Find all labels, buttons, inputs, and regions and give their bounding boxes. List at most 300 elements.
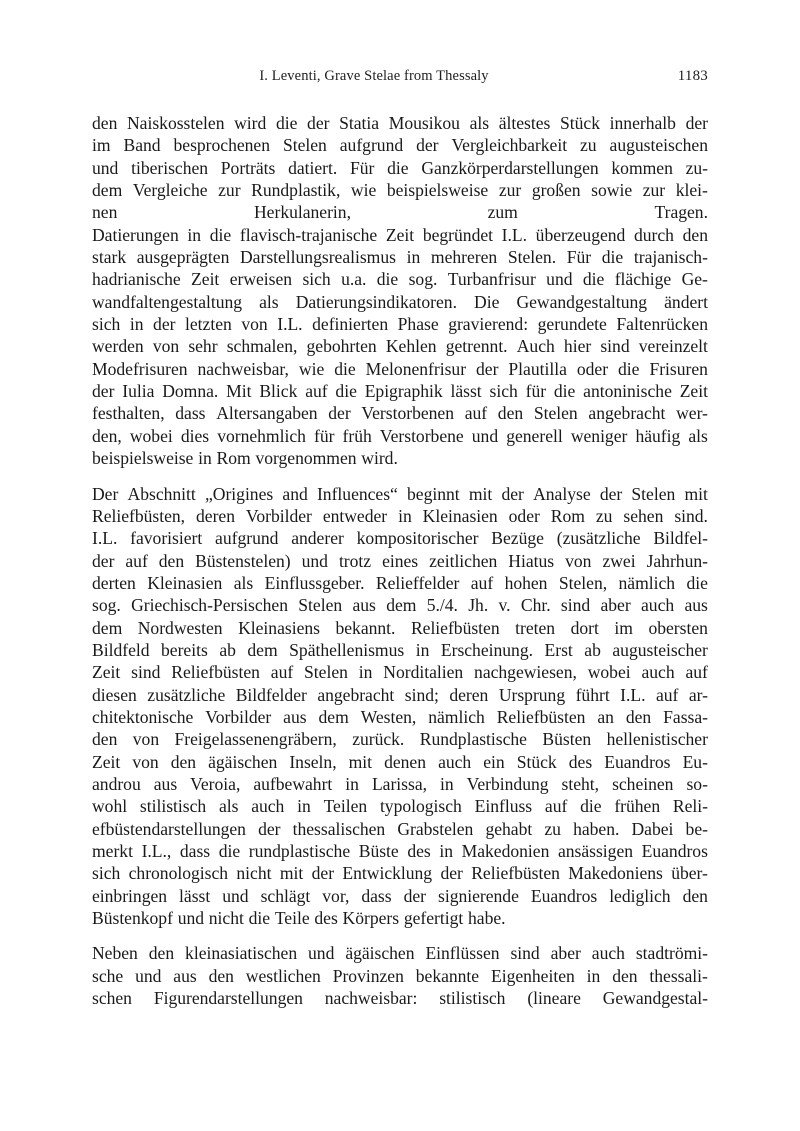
word: der: [153, 314, 176, 335]
word: Dabei: [631, 818, 674, 839]
word: den: [682, 224, 708, 245]
word: (zusätzliche: [556, 528, 641, 549]
word: sich: [92, 314, 121, 335]
paragraph: [92, 942, 708, 1009]
word: hellenistischer: [606, 729, 708, 750]
word: Porträts: [220, 157, 276, 178]
text-line: [92, 291, 708, 313]
word: wird: [234, 113, 267, 133]
word: Abschnitt: [127, 483, 196, 504]
word: der: [501, 483, 524, 504]
word: zu: [544, 818, 561, 839]
word: den: [625, 706, 652, 727]
word: die: [335, 381, 357, 402]
word: sehr: [188, 336, 218, 357]
word: beispielsweise: [386, 180, 489, 201]
word: frühen: [614, 796, 661, 817]
word: auf: [655, 684, 679, 705]
word: den: [148, 943, 175, 964]
word: and: [282, 483, 308, 504]
word: beginnt: [407, 483, 460, 504]
text-line: [92, 505, 708, 527]
word: den: [158, 550, 185, 571]
word: rundplastische: [248, 841, 351, 861]
word: auf: [470, 572, 494, 593]
word: in: [297, 796, 311, 817]
word: gerundete: [537, 314, 607, 335]
word: aus: [684, 595, 708, 616]
word: die: [686, 572, 708, 593]
word: zum: [487, 202, 518, 223]
text-line: [92, 617, 708, 639]
word: hadrianische: [92, 269, 181, 290]
word: auf: [305, 381, 328, 402]
word: datiert.: [288, 157, 338, 178]
word: von: [132, 729, 160, 750]
word: des: [568, 751, 593, 772]
word: der: [476, 358, 499, 379]
text-line: [92, 246, 708, 268]
word: Makedoniens: [568, 863, 663, 884]
word: kommen: [611, 157, 673, 178]
word: besprochenen: [173, 135, 270, 156]
word: Vergleichbarkeit: [451, 135, 568, 156]
word: Frisuren: [649, 358, 708, 379]
word: Influences“: [316, 483, 398, 504]
word: Bildfeld: [92, 639, 150, 660]
word: Reliefbüsten,: [92, 505, 186, 526]
word: auf: [685, 662, 708, 683]
word: überzeugend: [535, 224, 626, 245]
word: Veroia,: [190, 773, 241, 794]
word: Für: [566, 247, 592, 268]
word: kleinasiatischen: [185, 943, 298, 964]
word: Altersangaben: [216, 403, 318, 424]
word: Vorbilder: [205, 706, 272, 727]
word: Teile: [274, 908, 310, 929]
text-line: [92, 335, 708, 357]
word: „Origines: [204, 483, 274, 504]
word: der: [258, 818, 281, 839]
word: Freigelassenengräbern,: [174, 729, 337, 750]
word: als: [259, 291, 279, 312]
word: die: [580, 796, 602, 817]
word: Zeit: [92, 662, 121, 683]
word: sind;: [404, 684, 439, 705]
word: kompositorischer: [356, 528, 479, 549]
text-line: [92, 639, 708, 661]
word: merkt: [92, 841, 133, 861]
text-line: [92, 313, 708, 335]
word: auf: [544, 796, 568, 817]
word: in: [406, 247, 421, 268]
word: lässt: [450, 381, 482, 402]
word: die: [248, 908, 271, 929]
word: dass: [361, 885, 392, 906]
word: Einfluss: [474, 796, 533, 817]
word: Körpers: [342, 908, 400, 929]
word: vereinzelt: [638, 336, 708, 357]
word: sind.: [674, 505, 708, 526]
word: augusteischen: [609, 135, 708, 156]
word: stark: [92, 247, 127, 268]
word: Statia: [339, 113, 380, 133]
text-line: [92, 885, 708, 907]
word: Reli-: [672, 796, 708, 817]
word: großen: [531, 180, 581, 201]
word: Neben: [92, 943, 138, 964]
word: Ursprung: [498, 684, 566, 705]
word: Domna.: [162, 381, 219, 402]
word: mit: [468, 483, 493, 504]
word: ab: [219, 639, 236, 660]
word: gehabt: [485, 818, 533, 839]
word: zurück.: [352, 729, 405, 750]
word: der: [403, 885, 426, 906]
word: erweisen: [229, 269, 293, 290]
word: von: [132, 751, 159, 772]
word: Erst: [544, 639, 573, 660]
word: nicht: [236, 863, 272, 884]
word: dass: [175, 403, 206, 424]
word: sich: [92, 863, 121, 884]
word: als: [469, 113, 490, 133]
word: Einflüssen: [425, 943, 500, 964]
word: den: [612, 965, 638, 986]
word: Gewandgestaltung: [516, 291, 648, 312]
word: Büsten: [542, 729, 592, 750]
word: auch: [438, 751, 472, 772]
running-head: [92, 68, 708, 90]
word: Modefrisuren: [92, 358, 188, 379]
text-line: [92, 224, 708, 246]
word: den: [208, 965, 234, 986]
word: Jh.: [468, 595, 489, 616]
word: dem: [386, 595, 417, 616]
text-line: [92, 425, 708, 447]
word: dem: [92, 180, 123, 201]
word: deren: [449, 684, 489, 705]
word: Entwicklung: [342, 863, 433, 884]
word: definierten: [312, 314, 389, 335]
word: des: [314, 908, 338, 929]
word: durch: [634, 224, 674, 245]
word: Vergleiche: [132, 180, 208, 201]
word: augusteischer: [612, 639, 708, 660]
word: steht,: [561, 773, 600, 794]
word: innerhalb: [609, 113, 676, 133]
word: ab: [584, 639, 601, 660]
word: zu: [580, 135, 597, 156]
word: Zeit: [191, 269, 220, 290]
word: stilistisch: [139, 796, 207, 817]
word: sehen: [623, 505, 664, 526]
word: sog.: [408, 269, 438, 290]
word: der: [440, 863, 463, 884]
word: Für: [350, 157, 375, 178]
word: flächige: [614, 269, 672, 290]
word: in: [398, 505, 412, 526]
word: vorgenommen: [255, 448, 357, 469]
word: Norditalien: [383, 662, 464, 683]
text-line: [92, 684, 708, 706]
word: nachweisbar,: [197, 358, 289, 379]
paragraph: [92, 483, 708, 930]
word: sich: [489, 381, 518, 402]
word: Herkulanerin,: [254, 202, 351, 223]
text-line: [92, 751, 708, 773]
word: lediglich: [609, 885, 671, 906]
word: Figurendarstellungen: [153, 988, 303, 1009]
word: Datierungsindikatoren.: [295, 291, 457, 312]
word: Fassa-: [663, 706, 708, 727]
word: der: [92, 550, 115, 571]
word: I.L.: [277, 314, 303, 335]
word: Büstenstelen): [195, 550, 291, 571]
word: Datierungen: [92, 224, 179, 245]
word: den: [497, 403, 524, 424]
word: stilistisch: [439, 988, 506, 1009]
word: mehreren: [430, 247, 498, 268]
word: chronologisch: [128, 863, 229, 884]
word: in: [586, 965, 601, 986]
word: über-: [671, 863, 708, 884]
word: nen: [92, 202, 118, 223]
word: be-: [685, 818, 708, 839]
word: aufbewahrt: [253, 773, 333, 794]
word: nachweisbar:: [324, 988, 418, 1009]
word: generell: [506, 425, 563, 446]
word: die: [553, 381, 576, 402]
word: dem: [318, 706, 349, 727]
word: Relieffelder: [375, 572, 460, 593]
word: und: [308, 943, 335, 964]
text-line: [92, 661, 708, 683]
word: die: [218, 841, 241, 861]
word: in: [439, 841, 453, 861]
word: Faltenrücken: [616, 314, 708, 335]
text-line: [92, 987, 708, 1009]
word: Band: [123, 135, 161, 156]
word: Provinzen: [332, 965, 404, 986]
word: wie: [350, 180, 377, 201]
text-line: [92, 862, 708, 884]
word: Reliefbüsten: [410, 617, 500, 638]
text-line: [92, 594, 708, 616]
word: Phase: [397, 314, 439, 335]
word: und: [301, 550, 328, 571]
word: Hiatus: [508, 550, 555, 571]
word: die: [209, 224, 232, 245]
word: zur: [498, 180, 522, 201]
word: Einflussgeber.: [264, 572, 365, 593]
word: schmalen,: [226, 336, 298, 357]
word: Stelen: [298, 595, 343, 616]
word: den: [170, 751, 197, 772]
word: mit: [279, 863, 304, 884]
word: zwei: [602, 550, 636, 571]
text-line: [92, 572, 708, 594]
word: dem: [92, 617, 123, 638]
word: Plautilla: [508, 358, 567, 379]
word: Chr.: [520, 595, 551, 616]
word: ändert: [664, 291, 708, 312]
word: Eu-: [682, 751, 708, 772]
word: aber: [550, 943, 581, 964]
word: anderer: [291, 528, 344, 549]
word: mit: [684, 483, 708, 504]
word: Bezüge: [491, 528, 544, 549]
text-line: [92, 818, 708, 840]
word: klei-: [675, 180, 708, 201]
word: Rom: [216, 448, 251, 469]
word: in: [415, 639, 430, 660]
word: ägäischen: [345, 943, 415, 964]
word: Vorbilder: [245, 505, 312, 526]
word: der: [307, 113, 330, 133]
word: die: [618, 358, 640, 379]
word: aus: [283, 706, 307, 727]
word: früh: [342, 425, 372, 446]
word: Reliefbüsten: [496, 706, 586, 727]
word: dass: [179, 841, 211, 861]
word: Teilen: [323, 796, 368, 817]
word: gravierend:: [448, 314, 529, 335]
word: begründet: [422, 224, 493, 245]
word: als: [233, 572, 254, 593]
word: die: [601, 247, 624, 268]
word: stadtrömi-: [635, 943, 708, 964]
word: Stück: [516, 751, 557, 772]
word: und: [177, 908, 205, 929]
word: der: [311, 863, 335, 884]
word: Zeit: [385, 224, 415, 245]
word: zusätzliche: [147, 684, 226, 705]
word: ein: [483, 751, 505, 772]
word: Zeit: [92, 751, 121, 772]
word: der: [685, 113, 708, 133]
text-line: [92, 550, 708, 572]
word: Naiskosstelen: [127, 113, 225, 133]
word: Kleinasien: [422, 505, 498, 526]
word: und: [471, 425, 499, 446]
text-line: [92, 112, 708, 134]
word: aus: [352, 595, 376, 616]
word: diesen: [92, 684, 137, 705]
word: die: [334, 358, 356, 379]
word: wird.: [361, 448, 398, 469]
body-text-block: [92, 112, 708, 1009]
word: sind: [131, 662, 161, 683]
text-line: [92, 773, 708, 795]
word: sog.: [92, 595, 121, 616]
text-line: [92, 706, 708, 728]
word: Ganzkörperdarstellungen: [421, 157, 599, 178]
word: Analyse: [533, 483, 591, 504]
word: Darstellungsrealismus: [240, 247, 396, 268]
word: aus: [173, 965, 197, 986]
word: die: [387, 157, 409, 178]
word: Stelen: [282, 135, 327, 156]
word: in: [358, 662, 373, 683]
word: scheinen: [612, 773, 674, 794]
word: derten: [92, 572, 136, 593]
word: Späthellenismus: [289, 639, 405, 660]
word: Kleinasiens: [238, 617, 320, 638]
word: efbüstendarstellungen: [92, 818, 246, 839]
word: Tragen.: [654, 202, 708, 223]
word: die: [582, 269, 605, 290]
word: deren: [196, 505, 235, 526]
word: ausgeprägten: [136, 247, 230, 268]
paragraph: [92, 112, 708, 470]
word: Kehlen: [385, 336, 437, 357]
word: Rom: [550, 505, 585, 526]
word: Rundplastische: [419, 729, 527, 750]
word: wie: [298, 358, 325, 379]
word: I.L.: [501, 224, 527, 245]
word: Stück: [560, 113, 600, 133]
word: oder: [508, 505, 540, 526]
text-line: [92, 942, 708, 964]
word: auf: [464, 403, 488, 424]
word: schen: [92, 988, 132, 1009]
word: Mousikou: [388, 113, 460, 133]
word: aufgrund: [339, 135, 404, 156]
word: Rundplastik,: [251, 180, 341, 201]
word: treten: [515, 617, 556, 638]
text-line: [92, 447, 708, 469]
word: Epigraphik: [364, 381, 443, 402]
word: zu: [595, 505, 613, 526]
word: Stelen: [631, 483, 676, 504]
word: aus: [153, 773, 178, 794]
word: gebohrten: [306, 336, 377, 357]
word: chitektonische: [92, 706, 194, 727]
word: wer-: [676, 403, 708, 424]
word: der: [92, 381, 115, 402]
running-head-title: I. Leventi, Grave Stelae from Thessaly: [259, 68, 489, 84]
word: Auch: [516, 336, 555, 357]
word: denen: [384, 751, 427, 772]
text-line: [92, 179, 708, 201]
word: Reliefbüsten: [171, 662, 260, 683]
word: in: [129, 314, 144, 335]
word: gefertigt: [403, 908, 464, 929]
word: auch: [641, 595, 675, 616]
word: typologisch: [379, 796, 462, 817]
word: Griechisch-Persischen: [131, 595, 288, 616]
word: dies: [180, 425, 210, 446]
word: Jahrhun-: [646, 550, 708, 571]
word: sowie: [591, 180, 633, 201]
word: Stelen: [304, 662, 348, 683]
word: androu: [92, 773, 141, 794]
word: sind: [510, 943, 540, 964]
word: Verstorbene: [379, 425, 464, 446]
word: von: [241, 314, 268, 335]
word: angebracht: [588, 403, 666, 424]
word: Eigenheiten: [490, 965, 575, 986]
word: entweder: [322, 505, 388, 526]
text-line: [92, 402, 708, 424]
word: thessali-: [649, 965, 708, 986]
word: zur: [218, 180, 241, 201]
word: im: [92, 135, 111, 156]
word: Turbanfrisur: [447, 269, 536, 290]
word: hohen: [504, 572, 548, 593]
word: Nordwesten: [137, 617, 223, 638]
